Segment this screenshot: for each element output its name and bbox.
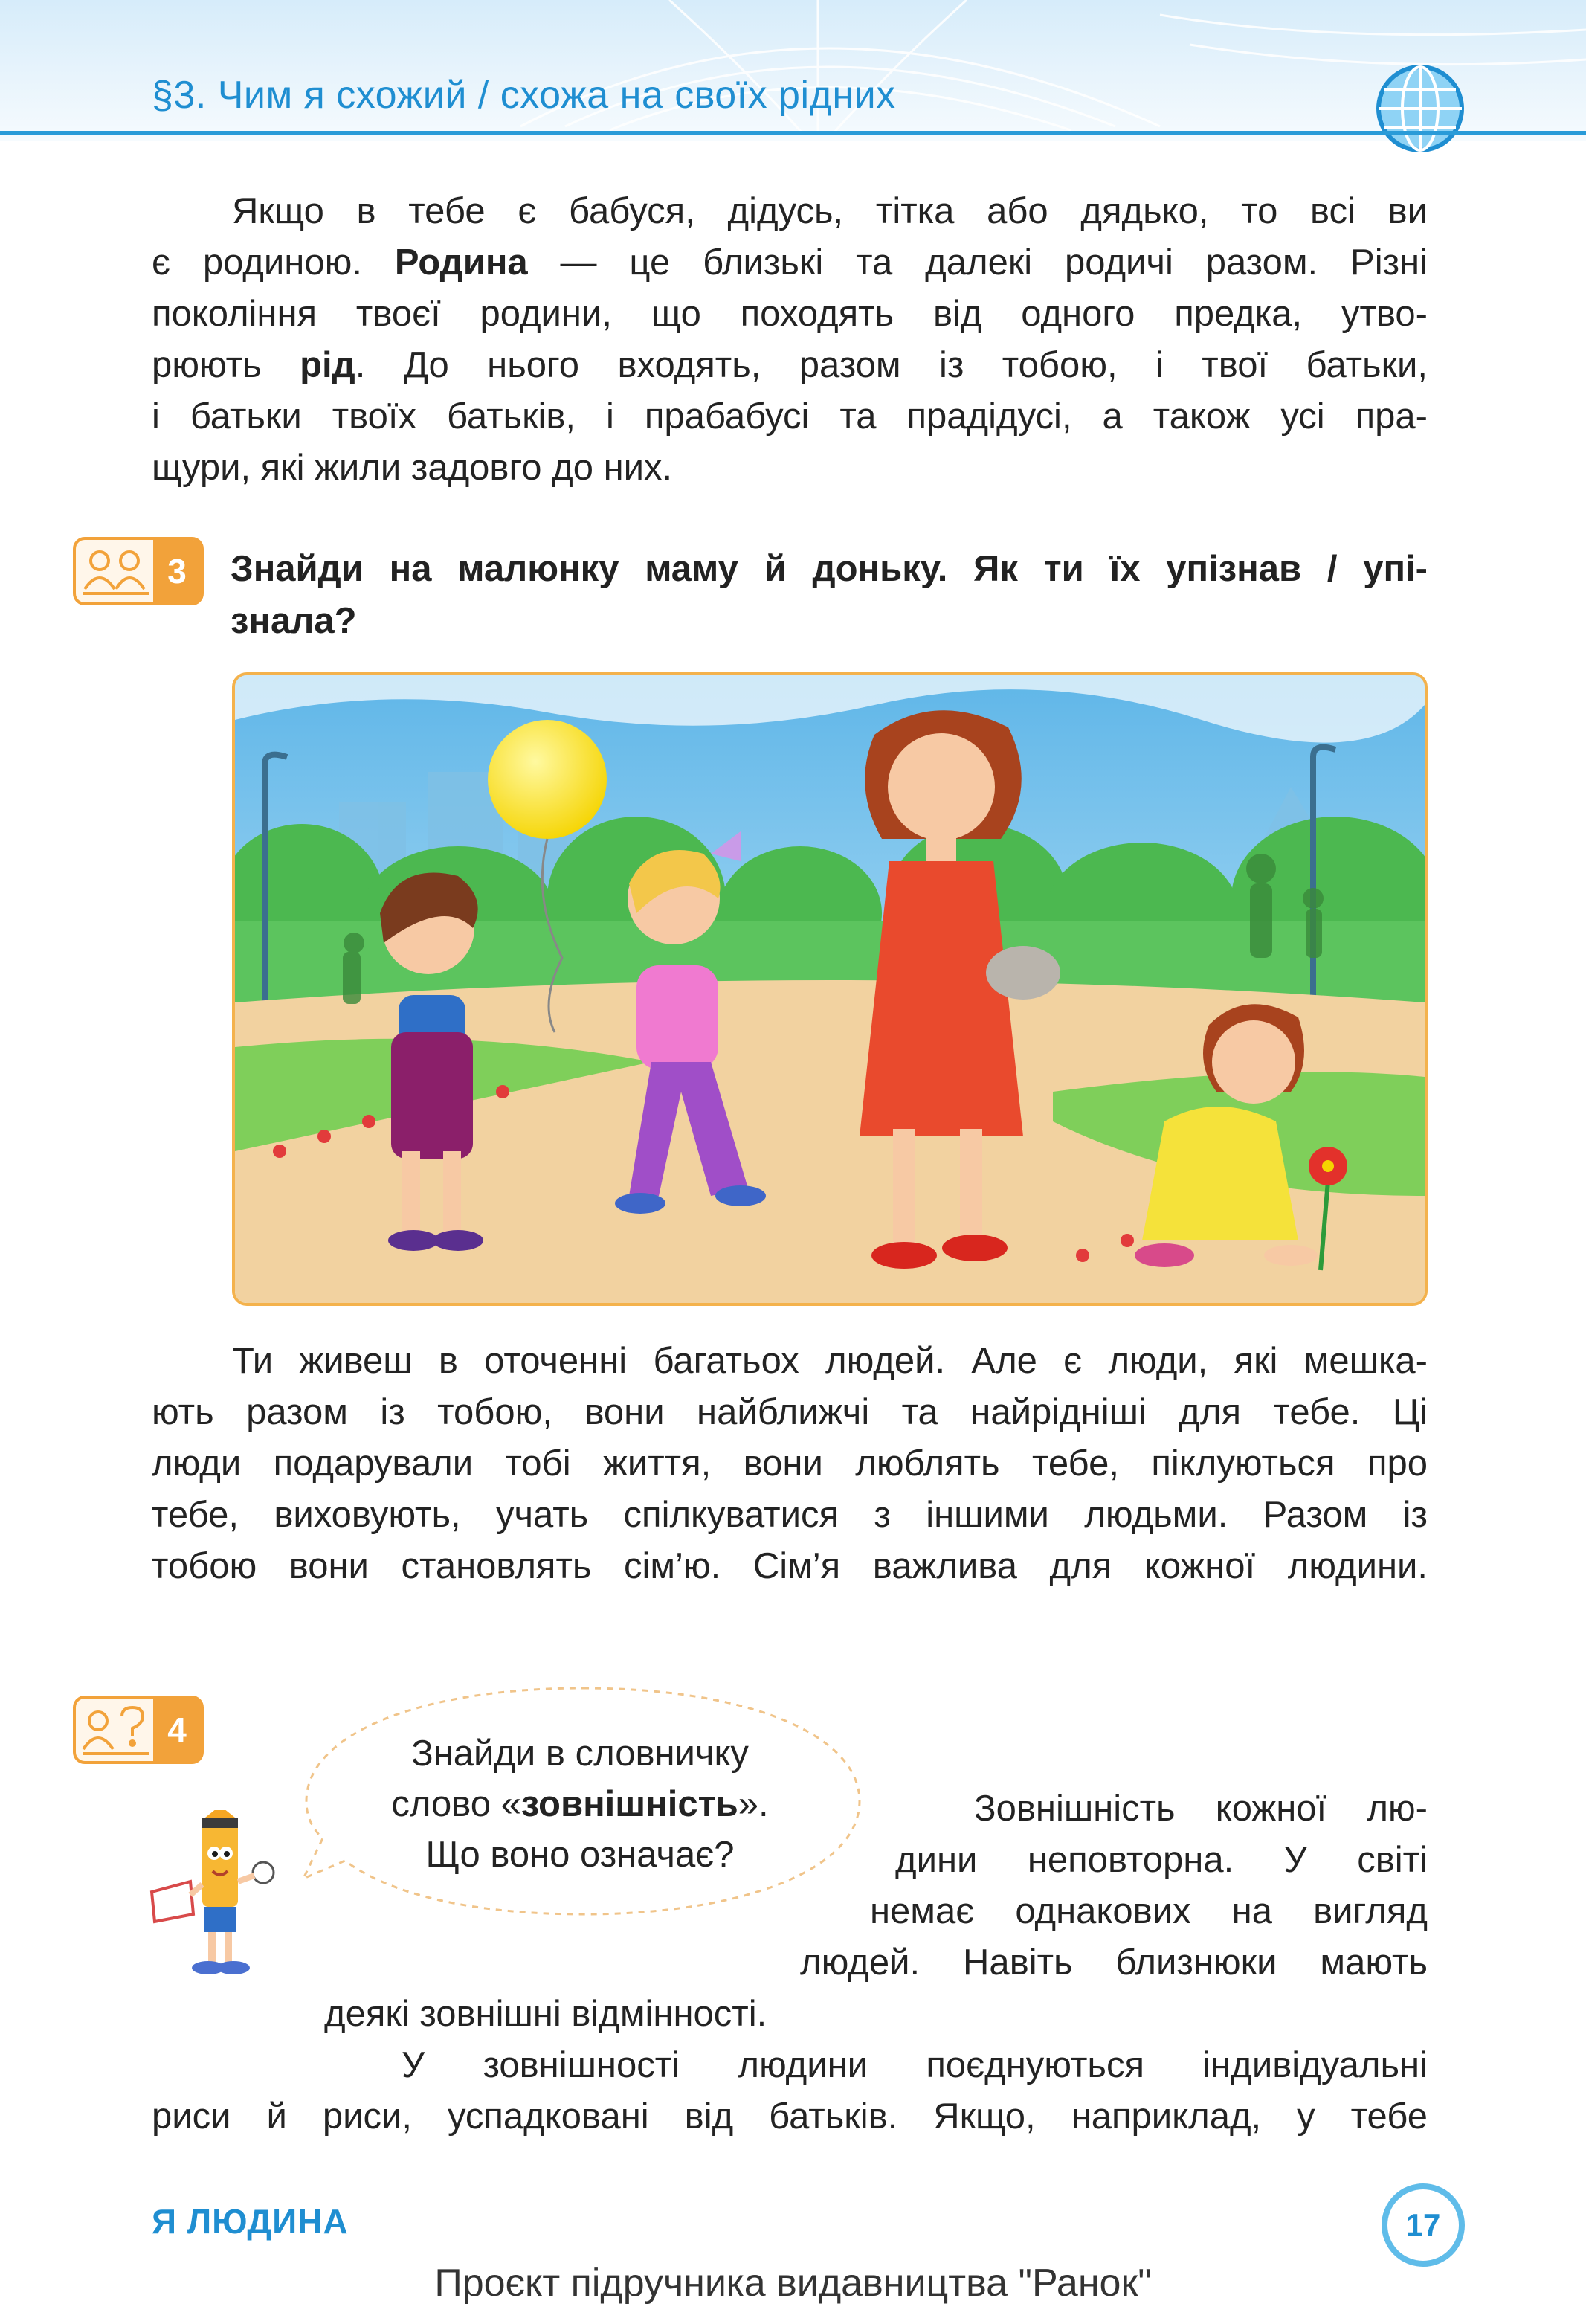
text-line: дини неповторна. У світі (895, 1840, 1428, 1880)
task-number: 3 (153, 540, 201, 602)
text-line: риси й риси, успадковані від батьків. Якщо, наприклад, у тебе (152, 2096, 1428, 2137)
section-title: §3. Чим я схожий / схожа на своїх рідних (152, 74, 896, 117)
text-line: покоління твоєї родини, що походять від одного предка, утво- (152, 294, 1428, 334)
text-line: рюють рід. До нього входять, разом із тобою, і твої батьки, (152, 345, 1428, 385)
bubble-line: Що воно означає? (425, 1835, 735, 1875)
text-line: щури, які жили задовго до них. (152, 448, 673, 488)
text-line: деякі зовнішні відмінності. (324, 1994, 767, 2034)
text-line: У зовнішності людини поєднуються індивідуальні (402, 2045, 1428, 2085)
text-line: немає однакових на вигляд (870, 1891, 1428, 1931)
term-rodyna: Родина (394, 242, 528, 283)
pair-work-icon (80, 544, 155, 601)
text-line: ють разом із тобою, вони найближчі та найрідніші для тебе. Ці (152, 1392, 1428, 1432)
task-number: 4 (153, 1699, 201, 1761)
bubble-text (327, 1728, 833, 1880)
footer-section-label: Я ЛЮДИНА (152, 2202, 349, 2241)
bubble-line: Знайди в словничку (411, 1734, 749, 1774)
term-rid: рід (300, 345, 355, 385)
text-line: людей. Навіть близнюки мають (800, 1942, 1428, 1983)
header-decoration (0, 0, 1586, 141)
park-scene (235, 675, 1425, 1303)
text-line: є родиною. Родина — це близькі та далекі родичі разом. Різні (152, 242, 1428, 283)
page-number: 17 (1382, 2183, 1465, 2267)
page-header (0, 0, 1586, 141)
text-line: тобою вони становлять сім’ю. Сім’я важлива для кожної людини. (152, 1546, 1428, 1586)
task-4-badge (73, 1696, 204, 1764)
pencil-mascot-icon (146, 1810, 294, 1989)
bubble-line: слово «зовнішність». (391, 1784, 769, 1824)
text-line: тебе, виховують, учать спілкуватися з іншими людьми. Разом із (152, 1495, 1428, 1535)
text-line: і батьки твоїх батьків, і прабабусі та прадідусі, а також усі пра- (152, 396, 1428, 437)
publisher-note: Проєкт підручника видавництва "Ранок" (434, 2262, 1152, 2305)
text-line: Ти живеш в оточенні багатьох людей. Але є люди, які мешка- (232, 1341, 1428, 1381)
term-zovnishnist: зовнішність (520, 1784, 738, 1824)
text-line: люди подарували тобі життя, вони люблять тебе, піклуються про (152, 1443, 1428, 1484)
park-illustration (232, 672, 1428, 1306)
task-3-text-cont: знала? (231, 601, 357, 641)
header-rule (0, 131, 1586, 135)
task-3-badge (73, 537, 204, 605)
task-3-text: Знайди на малюнку маму й доньку. Як ти їх упізнав / упі- (231, 549, 1428, 589)
globe-icon (1374, 62, 1466, 155)
text-line: Зовнішність кожної лю- (974, 1789, 1428, 1829)
question-pair-icon (80, 1703, 155, 1760)
text-line: Якщо в тебе є бабуся, дідусь, тітка або дядько, то всі ви (232, 191, 1428, 231)
